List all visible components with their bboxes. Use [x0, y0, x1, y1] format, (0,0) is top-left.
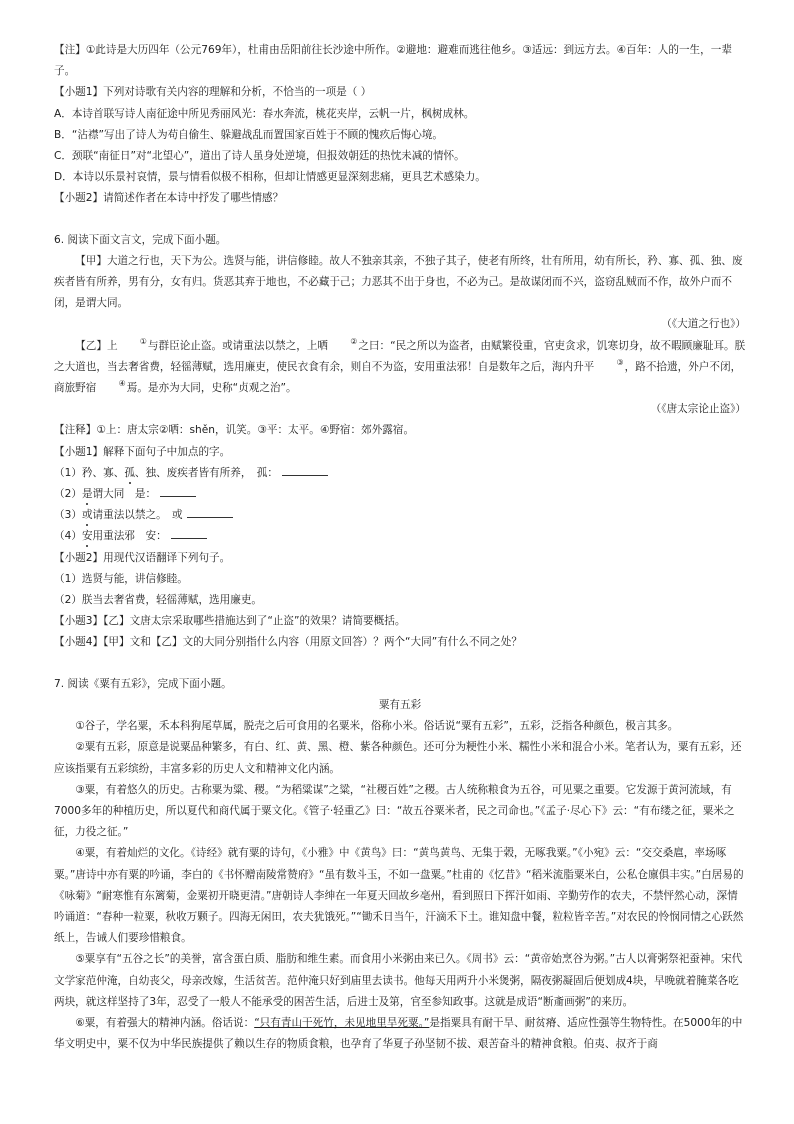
q6-item-1: （1）矜、寡、孤、独、废疾者皆有所养， 孤：	[54, 463, 746, 484]
q6-yi-source: （《唐太宗论止盗》）	[650, 403, 746, 416]
q6-annotations: 【注释】①上：唐太宗②哂：shěn，讥笑。③平：太平。④野宿：郊外露宿。	[54, 424, 415, 437]
q6-item-4: （4）安用重法邪 安：	[54, 526, 746, 547]
q7-paragraph-4: ④粟，有着灿烂的文化。《诗经》就有粟的诗句，《小雅》中《黄鸟》曰：“黄鸟黄鸟、无集于榖，无啄我粟。”《小宛》云：“交交桑扈，率场啄粟。”唐诗中亦有粟的吟诵，李白的《书怀赠南陵常赞府》“虽有数斗玉，不如一盘粟。”杜甫的《忆昔》“稻米流脂粟米白，公私仓廪俱丰实。”白居易的《咏菊》“耐寒惟有东篱菊，金粟初开晓更清。”唐朝诗人李绅在一年夏天回故乡亳州，看到照日下挥汗如雨、辛勤劳作的农夫，不禁怦然心动，深情吟诵道：“春种一粒粟，秋收万颗子。四海无闲田，农夫犹饿死。”“锄禾日当午，汗滴禾下土。谁知盘中餐，粒粒皆辛苦。”对农民的怜悯同情之心跃然纸上，告诫人们要珍惜粮食。	[54, 847, 744, 945]
q5-subquestion-1: 【小题1】下列对诗歌有关内容的理解和分析，不恰当的一项是（ ）	[54, 86, 372, 99]
q6-translate-2: （2）朕当去奢省费，轻徭薄赋，选用廉吏。	[54, 594, 263, 607]
q7-article-title: 粟有五彩	[378, 698, 422, 711]
q6-passage-jia: 【甲】大道之行也，天下为公。选贤与能，讲信修睦。故人不独亲其亲，不独子其子，使老有所终，壮有所用，幼有所长，矜、寡、孤、独、废疾者皆有所养，男有分，女有归。货恶其弃于地也，不必藏于己；力恶其不出于身也，不必为己。是故谋闭而不兴，盗窃乱贼而不作，故外户而不闭，是谓大同。	[54, 254, 743, 310]
q5-option-c: C．颈联“南征日”对“北望心”，道出了诗人虽身处逆境，但报效朝廷的热忱未减的情怀。	[54, 150, 465, 163]
answer-blank[interactable]	[171, 526, 207, 539]
q5-option-b: B．“沾襟”写出了诗人为苟自偷生、躲避战乱而置国家百姓于不顾的愧疚后悔心境。	[54, 128, 444, 141]
q7-paragraph-2: ②粟有五彩，原意是说粟品种繁多，有白、红、黄、黑、橙、紫各种颜色。还可分为粳性小米、糯性小米和混合小米。笔者认为，粟有五彩，还应该指粟有五彩缤纷，丰富多彩的历史人文和精神文化内涵。	[54, 741, 742, 775]
q7-paragraph-6: ⑥粟，有着强大的精神内涵。俗话说：“只有青山干死竹，未见地里旱死粟。”是指粟具有耐干旱、耐贫瘠、适应性强等生物特性。在5000年的中华文明史中，粟不仅为中华民族提供了赖以生存的物质食粮，也孕育了华夏子孙坚韧不拔、艰苦奋斗的精神食粮。伯夷、叔齐于商	[54, 1016, 743, 1051]
q6-subquestion-3: 【小题3】【乙】文唐太宗采取哪些措施达到了“止盗”的效果？请简要概括。	[54, 615, 406, 628]
q6-translate-1: （1）选贤与能，讲信修睦。	[54, 572, 188, 585]
q6-jia-source: （《大道之行也》）	[661, 318, 746, 331]
q7-paragraph-3: ③粟，有着悠久的历史。古称粟为粱、稷。“为稻粱谋”之粱，“社稷百姓”之稷。古人统称粮食为五谷，可见粟之重要。它发源于黄河流域，有7000多年的种植历史，所以夏代和商代属于粟文化。《管子·轻重乙》曰：“故五谷粟米者，民之司命也。”《孟子·尽心下》云：“有布缕之征，粟米之征，力役之征。”	[54, 783, 735, 839]
answer-blank[interactable]	[160, 484, 196, 497]
q5-subquestion-2: 【小题2】请简述作者在本诗中抒发了哪些情感？	[54, 192, 284, 205]
q6-item-3: （3）或请重法以禁之。 或	[54, 505, 746, 526]
q6-subquestion-4: 【小题4】【甲】文和【乙】文的大同分别指什么内容（用原文回答）？两个“大同”有什么不同之处？	[54, 636, 522, 649]
q7-paragraph-1: ①谷子，学名粟，禾本科狗尾草属，脱壳之后可食用的名粟米，俗称小米。俗话说“粟有五彩”，五彩，泛指各种颜色，极言其多。	[75, 720, 679, 733]
q6-intro: 6. 阅读下面文言文，完成下面小题。	[54, 233, 227, 246]
q7-paragraph-5: ⑤粟享有“五谷之长”的美誉，富含蛋白质、脂肪和维生素。而食用小米粥由来已久。《周书》云：“黄帝始烹谷为粥。”古人以膏粥祭祀蚕神。宋代文学家范仲淹，自幼丧父，母亲改嫁，生活贫苦。范仲淹只好到庙里去读书。他每天用两升小米煲粥，隔夜粥凝固后便划成4块，早晚就着腌菜各吃两块，就这样坚持了3年，忍受了一般人不能承受的困苦生活，后进士及第，官至参知政事。这就是成语“断齑画粥”的来历。	[54, 953, 743, 1008]
q7-intro: 7. 阅读《粟有五彩》，完成下面小题。	[54, 677, 232, 690]
q5-option-d: D．本诗以乐景衬哀情，景与情看似极不相称，但却让情感更显深刻悲痛，更具艺术感染力。	[54, 171, 486, 184]
q6-subquestion-2: 【小题2】用现代汉语翻译下列句子。	[54, 551, 231, 564]
underlined-proverb: “只有青山干死竹，未见地里旱死粟。”	[254, 1016, 430, 1029]
q6-passage-yi: 【乙】上 ①与群臣论止盗。或请重法以禁之，上哂 ②之曰：“民之所以为盗者，由赋繁役重，官吏贪求，饥寒切身，故不暇顾廉耻耳。朕之大道也，当去奢省费，轻徭薄赋，选用廉吏，使民衣食有余，则自不为盗，安用重法邪！自是数年之后，海内升平 ③，路不拾遗，外户不闭，商旅野宿 ④焉。是亦为大同，史称“贞观之治”。	[54, 336, 746, 395]
answer-blank[interactable]	[282, 463, 328, 476]
q5-option-a: A．本诗首联写诗人南征途中所见秀丽风光：春水奔流，桃花夹岸，云帆一片，枫树成林。	[54, 107, 475, 120]
answer-blank[interactable]	[187, 505, 233, 518]
q6-subquestion-1: 【小题1】解释下面句子中加点的字。	[54, 445, 231, 458]
q5-note: 【注】①此诗是大历四年（公元769年），杜甫由岳阳前往长沙途中所作。②避地：避难而逃往他乡。③适远：到远方去。④百年：人的一生，一辈子。	[54, 44, 732, 78]
q6-item-2: （2）是谓大同 是：	[54, 484, 746, 505]
